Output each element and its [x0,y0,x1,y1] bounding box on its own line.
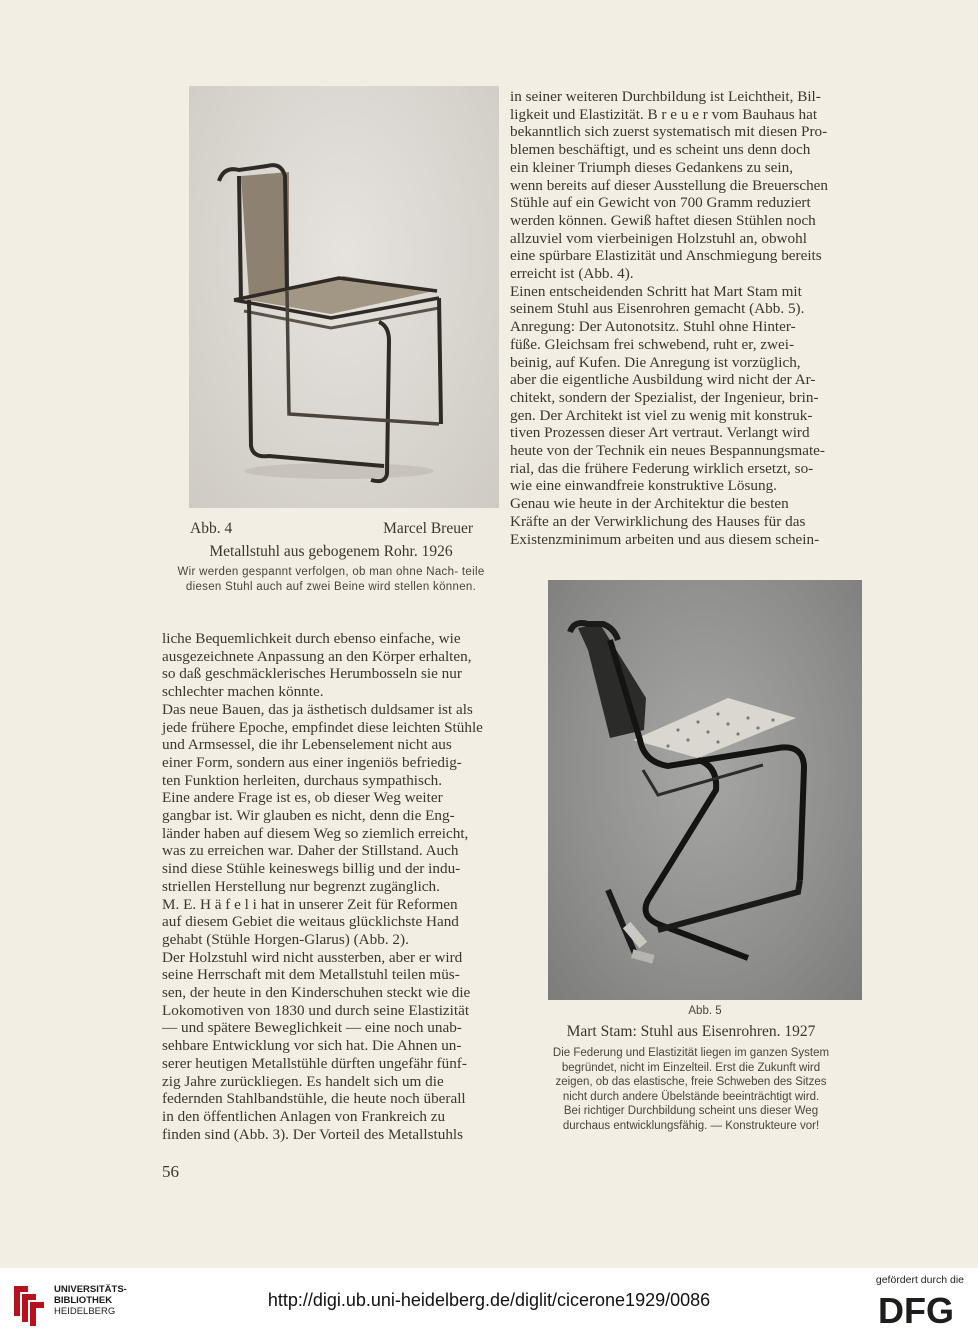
text-line: blemen beschäftigt, und es scheint uns denn doch [510,141,811,159]
right-column-top-text [510,88,862,548]
text-line: auf diesem Gebiet die weitaus glücklichste Hand [162,913,459,931]
text-line: chitekt, sondern der Spezialist, der Ingenieur, brin- [510,388,819,406]
text-line: gangbar ist. Wir glauben es nicht, denn die Eng- [162,807,455,825]
text-line: tiven Prozessen dieser Art vertraut. Verlangt wird [510,424,810,442]
library-line-3: HEIDELBERG [54,1306,116,1317]
library-line-1: UNIVERSITÄTS- [54,1284,127,1295]
text-line: Anregung: Der Autonotsitz. Stuhl ohne Hinter- [510,318,796,336]
text-line: Kräfte an der Verwirklichung des Hauses für das [510,512,806,530]
figure-4-author: Marcel Breuer [383,520,473,537]
text-line: Das neue Bauen, das ja ästhetisch duldsamer ist als [162,700,473,718]
sponsor-text: gefördert durch die [875,1274,964,1286]
text-line: zig Jahre zurückliegen. Es handelt sich um die [162,1072,444,1090]
text-line: Stühle auf ein Gewicht von 700 Gramm reduziert [510,194,811,212]
text-line: serer heutigen Metallstühle dürften ungefähr fünf- [162,1054,467,1072]
text-line: heute von der Technik ein neues Bespannungsmate- [510,442,825,460]
text-line: in seiner weiteren Durchbildung ist Leichtheit, Bil- [510,88,821,105]
text-line: federnden Stahlbandstühle, die heute noch überall [162,1090,466,1108]
text-line: werden können. Gewiß haftet diesen Stühlen noch [510,211,816,229]
text-line: gehabt (Stühle Horgen-Glarus) (Abb. 2). [162,930,409,948]
text-line: ligkeit und Elastizität. B r e u e r vom Bauhaus hat [510,105,818,123]
text-line: — und spätere Beweglichkeit — eine noch unab- [162,1019,462,1037]
text-line: gen. Der Architekt ist viel zu wenig mit konstruk- [510,406,813,424]
text-line: so daß geschmäcklerisches Herumbosseln sie nur [162,665,462,683]
text-line: was zu erreichen war. Daher der Stillstand. Auch [162,842,459,860]
text-line: Lokomotiven von 1830 und durch seine Elastizität [162,1001,470,1019]
page-number: 56 [162,1162,179,1181]
figure-4-caption: Wir werden gespannt verfolgen, ob man ohne Nach- teile diesen Stuhl auch auf zwei Beine wird stellen können. [177,566,485,593]
library-line-2: BIBLIOTHEK [54,1295,113,1306]
footer-bar [0,1268,978,1335]
permalink-url[interactable]: http://digi.ub.uni-heidelberg.de/diglit/cicerone1929/0086 [267,1290,711,1310]
caption-line: begründet, nicht im Einzelteil. Erst die Zukunft wird [561,1061,821,1074]
caption-line: nicht durch andere Übelstände beeinträchtigt wird. [562,1090,820,1103]
text-line: seine Herrschaft mit dem Metallstuhl teilen müs- [162,966,460,984]
text-line: schlechter machen könnte. [162,683,324,701]
text-line: eine spürbare Elastizität und Anschmiegung bereits [510,247,822,265]
text-line: füße. Gleichsam frei schwebend, ruht er, zwei- [510,335,795,353]
text-line: beinig, auf Kufen. Die Anregung ist vorzüglich, [510,353,801,371]
text-line: erreicht ist (Abb. 4). [510,265,634,283]
text-line: liche Bequemlichkeit durch ebenso einfache, wie [162,630,461,647]
text-line: ten Funktion herleiten, durchaus sympathisch. [162,771,443,789]
figure-5-photo [548,580,862,1000]
text-line: M. E. H ä f e l i hat in unserer Zeit für Reformen [162,895,458,913]
caption-line: Die Federung und Elastizität liegen im ganzen System [552,1047,830,1059]
figure-5-title: Mart Stam: Stuhl aus Eisenrohren. 1927 [566,1023,816,1040]
breuer-chair-illustration [189,86,499,508]
text-line: bekanntlich sich zuerst systematisch mit diesen Pro- [510,123,828,141]
figure-4-photo [189,86,499,508]
text-line: wenn bereits auf dieser Ausstellung die Breuerschen [510,176,828,194]
dfg-logo-text: DFG [878,1292,954,1326]
figure-5-label: Abb. 5 [688,1005,722,1017]
text-line: länder haben auf diesem Weg so ziemlich erreicht, [162,824,469,842]
text-line: allzuviel vom vierbeinigen Holzstuhl an, obwohl [510,229,807,247]
figure-4-title: Metallstuhl aus gebogenem Rohr. 1926 [209,543,453,560]
text-line: wie eine einwandfreie konstruktive Lösung. [510,477,777,495]
figure-5-caption [520,1046,862,1134]
text-line: Eine andere Frage ist es, ob dieser Weg weiter [162,789,443,807]
figure-4-caption-head [190,520,473,538]
text-line: rial, das die frühere Federung wirklich ersetzt, so- [510,459,814,477]
text-line: Existenzminimum arbeiten und aus diesem schein- [510,530,820,548]
figure-4-label: Abb. 4 [190,520,233,537]
text-line: striellen Herstellung nur begrenzt zugänglich. [162,877,440,895]
caption-line: Bei richtiger Durchbildung scheint uns dieser Weg [563,1105,819,1118]
text-line: jede frühere Epoche, empfindet diese leichten Stühle [162,718,483,736]
text-line: Einen entscheidenden Schritt hat Mart Stam mit [510,282,802,300]
caption-line: durchaus entwicklungsfähig. — Konstrukteure vor! [562,1119,820,1132]
text-line: einer Form, sondern aus einer ingeniös befriedig- [162,753,462,771]
text-line: finden sind (Abb. 3). Der Vorteil des Metallstuhls [162,1125,464,1143]
left-column-bottom-text [162,630,500,1143]
dfg-logo-icon [866,1292,966,1326]
text-line: ein kleiner Triumph dieses Gedankens zu sein, [510,158,794,176]
text-line: ausgezeichnete Anpassung an den Körper erhalten, [162,647,472,665]
text-line: seinem Stuhl aus Eisenrohren gemacht (Abb. 5). [510,300,805,318]
text-line: sen, der heute in den Kinderschuhen steckt wie die [162,984,471,1002]
caption-line: zeigen, ob das elastische, freie Schweben des Sitzes [555,1076,827,1089]
text-line: sehbare Entwicklung vor sich hat. Die Ahnen un- [162,1037,462,1055]
stam-chair-illustration [548,580,862,1000]
text-line: und Armsessel, die ihr Lebenselement nicht aus [162,736,452,754]
text-line: Der Holzstuhl wird nicht aussterben, aber er wird [162,948,463,966]
text-line: in den öffentlichen Anlagen von Frankreich zu [162,1107,446,1125]
text-line: sind diese Stühle keineswegs billig und der indu- [162,860,461,878]
text-line: Genau wie heute in der Architektur die besten [510,495,789,513]
text-line: aber die eigentliche Ausbildung wird nicht der Ar- [510,371,816,389]
